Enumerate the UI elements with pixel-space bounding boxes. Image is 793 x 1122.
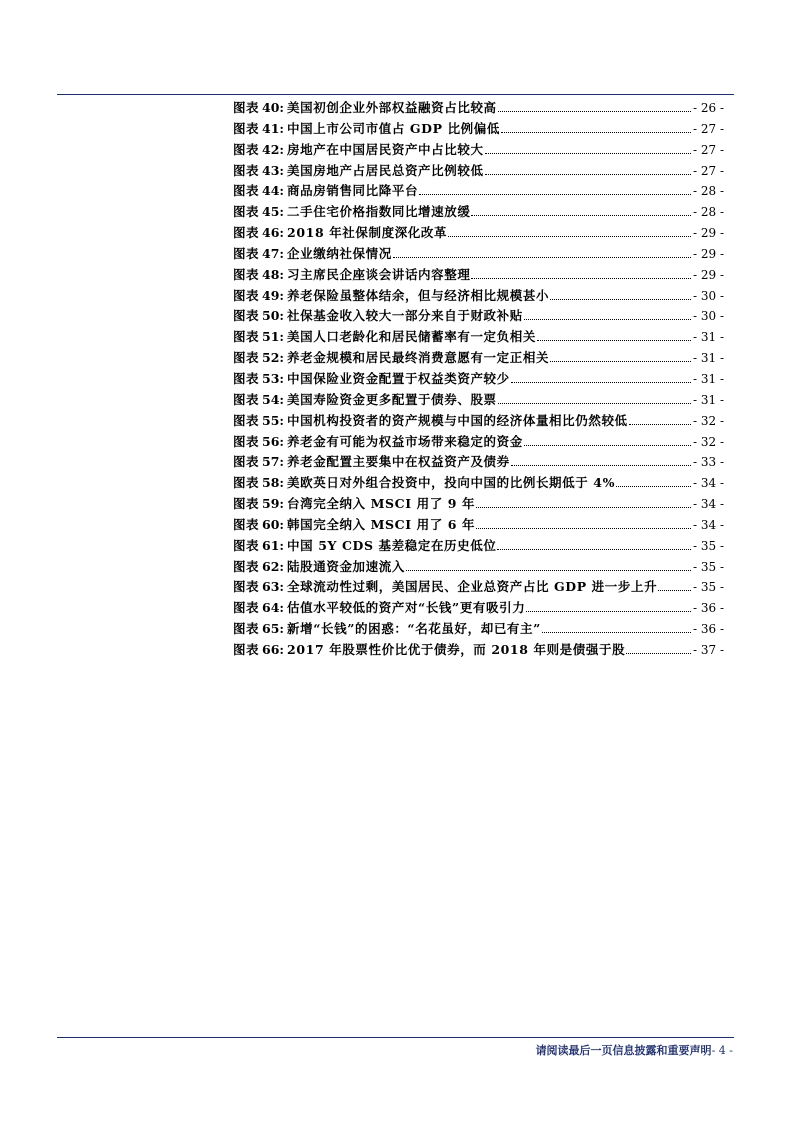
toc-entry-number: 54	[262, 391, 280, 407]
toc-dot-leader	[658, 590, 691, 591]
page-number: - 4 -	[711, 1044, 733, 1057]
toc-entry[interactable]	[233, 473, 724, 494]
toc-entry[interactable]	[233, 369, 724, 390]
toc-entry-title: 二手住宅价格指数同比增速放缓	[287, 204, 471, 220]
toc-dot-leader	[629, 424, 691, 425]
toc-entry-separator: :	[279, 475, 285, 491]
toc-entry-title: 2017 年股票性价比优于债券，而 2018 年则是债强于股	[287, 641, 626, 657]
footer-rule	[57, 1037, 734, 1038]
toc-entry-number: 51	[262, 329, 280, 345]
toc-entry-label: 图表	[233, 475, 260, 491]
toc-entry-separator: :	[279, 391, 285, 407]
toc-entry-page: - 29 -	[692, 246, 724, 261]
toc-entry-separator: :	[279, 287, 285, 303]
toc-entry-page: - 32 -	[692, 434, 724, 449]
toc-entry-number: 60	[262, 516, 280, 532]
toc-entry-number: 45	[262, 204, 280, 220]
toc-dot-leader	[537, 340, 691, 341]
toc-entry-number: 65	[262, 621, 280, 637]
toc-entry-separator: :	[279, 183, 285, 199]
toc-entry[interactable]	[233, 98, 724, 119]
toc-entry-label: 图表	[233, 621, 260, 637]
toc-entry-separator: :	[279, 454, 285, 470]
toc-entry-separator: :	[279, 621, 285, 637]
toc-entry-separator: :	[279, 433, 285, 449]
toc-entry[interactable]	[233, 140, 724, 161]
toc-entry-separator: :	[279, 350, 285, 366]
toc-entry-title: 房地产在中国居民资产中占比较大	[287, 141, 484, 157]
toc-dot-leader	[393, 257, 691, 258]
figure-list	[233, 98, 724, 661]
toc-entry-separator: :	[279, 100, 285, 115]
toc-entry-page: - 34 -	[692, 476, 724, 491]
toc-entry-title: 社保基金收入较大一部分来自于财政补贴	[287, 308, 523, 324]
toc-entry[interactable]	[233, 161, 724, 182]
toc-entry-page: - 37 -	[692, 642, 724, 657]
toc-entry-number: 59	[262, 496, 280, 512]
toc-entry-number: 44	[262, 183, 280, 199]
toc-entry-page: - 31 -	[692, 351, 724, 366]
toc-entry-title: 商品房销售同比降平台	[287, 183, 419, 199]
toc-entry[interactable]	[233, 640, 724, 661]
toc-entry-separator: :	[279, 579, 285, 595]
toc-entry-label: 图表	[233, 412, 260, 428]
toc-dot-leader	[626, 653, 691, 654]
toc-entry-label: 图表	[233, 141, 260, 157]
toc-entry[interactable]	[233, 286, 724, 307]
toc-entry-separator: :	[279, 329, 285, 345]
toc-entry[interactable]	[233, 598, 724, 619]
toc-dot-leader	[550, 361, 691, 362]
toc-entry-separator: :	[279, 266, 285, 282]
toc-entry[interactable]	[233, 515, 724, 536]
toc-entry-separator: :	[279, 225, 285, 241]
toc-dot-leader	[471, 215, 691, 216]
toc-entry-separator: :	[279, 308, 285, 324]
toc-dot-leader	[476, 528, 691, 529]
toc-entry-page: - 34 -	[692, 517, 724, 532]
toc-entry-number: 64	[262, 600, 280, 616]
toc-entry-number: 57	[262, 454, 280, 470]
toc-entry[interactable]	[233, 348, 724, 369]
toc-entry-title: 企业缴纳社保情况	[287, 245, 392, 261]
toc-entry-separator: :	[279, 496, 285, 512]
toc-entry-label: 图表	[233, 329, 260, 345]
toc-dot-leader	[406, 570, 691, 571]
toc-entry-title: 陆股通资金加速流入	[287, 558, 405, 574]
toc-entry[interactable]	[233, 306, 724, 327]
toc-entry[interactable]	[233, 244, 724, 265]
toc-entry[interactable]	[233, 181, 724, 202]
toc-entry-title: 2018 年社保制度深化改革	[287, 225, 448, 241]
toc-entry-page: - 31 -	[692, 371, 724, 386]
toc-entry-label: 图表	[233, 162, 260, 178]
toc-entry-page: - 35 -	[692, 538, 724, 553]
toc-entry-separator: :	[279, 412, 285, 428]
header-rule	[57, 94, 734, 95]
toc-entry-separator: :	[279, 558, 285, 574]
toc-entry[interactable]	[233, 557, 724, 578]
toc-entry-label: 图表	[233, 579, 260, 595]
toc-entry-title: 全球流动性过剩，美国居民、企业总资产占比 GDP 进一步上升	[287, 579, 658, 595]
toc-dot-leader	[498, 111, 691, 112]
toc-dot-leader	[476, 507, 691, 508]
toc-entry-label: 图表	[233, 100, 260, 115]
toc-dot-leader	[485, 153, 691, 154]
toc-dot-leader	[471, 278, 691, 279]
toc-entry-title: 美国房地产占居民总资产比例较低	[287, 162, 484, 178]
toc-entry-page: - 29 -	[692, 267, 724, 282]
toc-entry-separator: :	[279, 162, 285, 178]
toc-entry-label: 图表	[233, 496, 260, 512]
toc-entry-title: 养老金有可能为权益市场带来稳定的资金	[287, 433, 523, 449]
toc-entry-page: - 31 -	[692, 392, 724, 407]
toc-entry-number: 42	[262, 141, 280, 157]
toc-entry-label: 图表	[233, 266, 260, 282]
toc-dot-leader	[501, 132, 691, 133]
toc-entry-label: 图表	[233, 287, 260, 303]
toc-dot-leader	[550, 299, 691, 300]
toc-entry[interactable]	[233, 411, 724, 432]
toc-entry-label: 图表	[233, 391, 260, 407]
toc-entry-title: 新增“长钱”的困惑：“名花虽好，却已有主”	[287, 621, 541, 637]
toc-entry-title: 中国机构投资者的资产规模与中国的经济体量相比仍然较低	[287, 412, 628, 428]
toc-entry-title: 估值水平较低的资产对“长钱”更有吸引力	[287, 600, 526, 616]
toc-entry-page: - 36 -	[692, 622, 724, 637]
toc-entry[interactable]	[233, 452, 724, 473]
toc-entry[interactable]	[233, 432, 724, 453]
toc-entry-separator: :	[279, 516, 285, 532]
toc-entry-label: 图表	[233, 245, 260, 261]
toc-entry-separator: :	[279, 120, 285, 136]
toc-entry-title: 美国初创企业外部权益融资占比较高	[287, 100, 497, 115]
toc-dot-leader	[524, 319, 691, 320]
toc-dot-leader	[616, 486, 691, 487]
page-footer	[536, 1042, 733, 1058]
toc-entry-number: 56	[262, 433, 280, 449]
toc-entry-label: 图表	[233, 537, 260, 553]
toc-entry-separator: :	[279, 537, 285, 553]
toc-entry-label: 图表	[233, 204, 260, 220]
toc-dot-leader	[448, 236, 691, 237]
toc-entry-page: - 33 -	[692, 455, 724, 470]
toc-entry[interactable]	[233, 265, 724, 286]
toc-entry[interactable]	[233, 119, 724, 140]
toc-entry-label: 图表	[233, 183, 260, 199]
toc-entry[interactable]	[233, 327, 724, 348]
toc-entry-label: 图表	[233, 308, 260, 324]
toc-entry-number: 50	[262, 308, 280, 324]
toc-entry-number: 41	[262, 120, 280, 136]
toc-entry-title: 美国寿险资金更多配置于债券、股票	[287, 391, 497, 407]
toc-entry-number: 53	[262, 370, 280, 386]
toc-entry-separator: :	[279, 600, 285, 616]
toc-entry-label: 图表	[233, 350, 260, 366]
toc-entry-title: 中国 5Y CDS 基差稳定在历史低位	[287, 537, 497, 553]
toc-entry-page: - 32 -	[692, 413, 724, 428]
toc-dot-leader	[511, 382, 691, 383]
toc-entry-separator: :	[279, 370, 285, 386]
toc-entry-title: 中国上市公司市值占 GDP 比例偏低	[287, 120, 500, 136]
toc-entry-number: 43	[262, 162, 280, 178]
toc-entry-page: - 34 -	[692, 497, 724, 512]
toc-entry-page: - 31 -	[692, 330, 724, 345]
toc-entry-number: 47	[262, 245, 280, 261]
toc-entry-label: 图表	[233, 558, 260, 574]
toc-entry-title: 中国保险业资金配置于权益类资产较少	[287, 370, 510, 386]
toc-entry-number: 62	[262, 558, 280, 574]
toc-entry[interactable]	[233, 577, 724, 598]
toc-dot-leader	[498, 403, 691, 404]
toc-entry-page: - 36 -	[692, 601, 724, 616]
toc-entry-page: - 35 -	[692, 559, 724, 574]
toc-entry-page: - 30 -	[692, 288, 724, 303]
toc-entry-label: 图表	[233, 600, 260, 616]
toc-entry-label: 图表	[233, 516, 260, 532]
toc-entry-number: 52	[262, 350, 280, 366]
toc-entry[interactable]	[233, 390, 724, 411]
toc-dot-leader	[524, 445, 691, 446]
toc-entry[interactable]	[233, 536, 724, 557]
toc-entry-title: 韩国完全纳入 MSCI 用了 6 年	[287, 516, 476, 532]
toc-entry-number: 63	[262, 579, 280, 595]
toc-dot-leader	[485, 174, 691, 175]
toc-entry-separator: :	[279, 245, 285, 261]
toc-entry-label: 图表	[233, 454, 260, 470]
toc-dot-leader	[511, 465, 691, 466]
toc-entry-separator: :	[279, 641, 285, 657]
toc-entry-number: 55	[262, 412, 280, 428]
toc-entry-label: 图表	[233, 370, 260, 386]
toc-entry-number: 61	[262, 537, 280, 553]
toc-entry-label: 图表	[233, 433, 260, 449]
toc-entry[interactable]	[233, 494, 724, 515]
toc-entry-title: 美国人口老龄化和居民储蓄率有一定负相关	[287, 329, 536, 345]
footer-disclaimer[interactable]: 请阅读最后一页信息披露和重要声明	[535, 1044, 712, 1057]
toc-entry-label: 图表	[233, 225, 260, 241]
toc-entry-label: 图表	[233, 641, 260, 657]
toc-entry-title: 美欧英日对外组合投资中，投向中国的比例长期低于 4%	[287, 475, 616, 491]
toc-entry-title: 习主席民企座谈会讲话内容整理	[287, 266, 471, 282]
toc-entry-page: - 28 -	[692, 205, 724, 220]
toc-entry-number: 40	[262, 100, 280, 115]
toc-entry-title: 养老金配置主要集中在权益资产及债券	[287, 454, 510, 470]
toc-entry-page: - 27 -	[692, 142, 724, 157]
toc-entry[interactable]	[233, 202, 724, 223]
toc-entry-page: - 27 -	[692, 163, 724, 178]
toc-entry-title: 养老保险虽整体结余，但与经济相比规模甚小	[287, 287, 550, 303]
toc-entry-number: 48	[262, 266, 280, 282]
toc-entry-title: 台湾完全纳入 MSCI 用了 9 年	[287, 496, 476, 512]
toc-entry-number: 49	[262, 287, 280, 303]
toc-entry-page: - 30 -	[692, 309, 724, 324]
toc-dot-leader	[419, 194, 691, 195]
toc-dot-leader	[526, 611, 691, 612]
toc-dot-leader	[542, 632, 691, 633]
toc-entry-title: 养老金规模和居民最终消费意愿有一定正相关	[287, 350, 550, 366]
toc-entry[interactable]	[233, 223, 724, 244]
toc-entry-page: - 27 -	[692, 121, 724, 136]
toc-entry-page: - 29 -	[692, 226, 724, 241]
toc-entry[interactable]	[233, 619, 724, 640]
toc-entry-number: 66	[262, 641, 280, 657]
toc-entry-separator: :	[279, 204, 285, 220]
toc-entry-number: 46	[262, 225, 280, 241]
toc-entry-number: 58	[262, 475, 280, 491]
toc-entry-page: - 28 -	[692, 184, 724, 199]
toc-dot-leader	[497, 549, 691, 550]
toc-entry-page: - 26 -	[692, 101, 724, 115]
toc-entry-page: - 35 -	[692, 580, 724, 595]
toc-entry-label: 图表	[233, 120, 260, 136]
toc-entry-separator: :	[279, 141, 285, 157]
